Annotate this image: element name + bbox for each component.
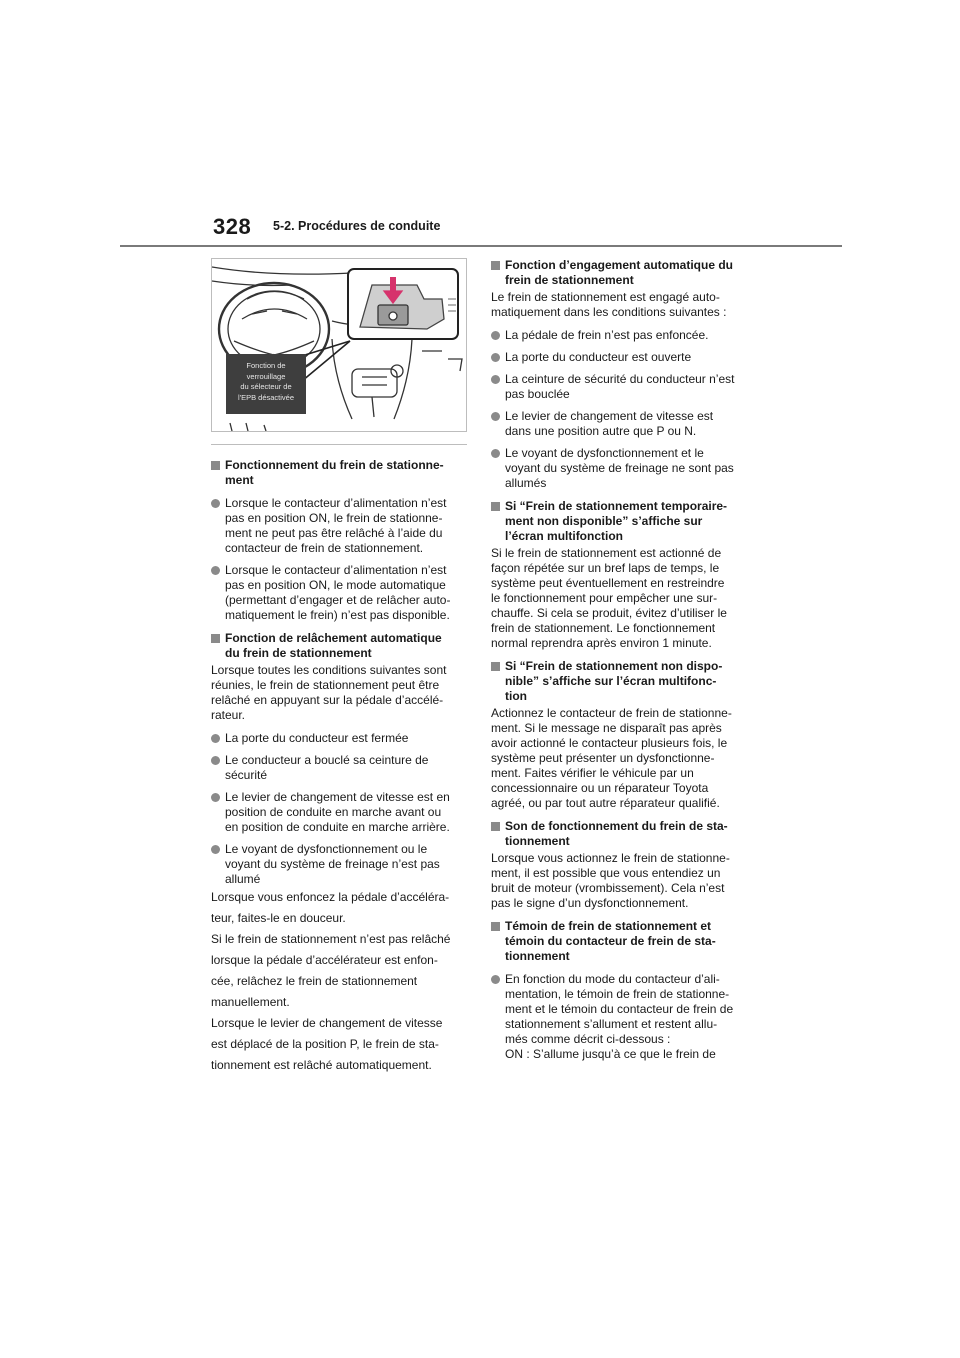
figure-divider <box>211 444 467 445</box>
heading-operation-sound: Son de fonctionnement du frein de sta- tionnement <box>491 819 747 849</box>
heading-temporarily-unavailable: Si “Frein de stationnement temporaire- ment non disponible” s’affiche sur l’écran multifonction <box>491 499 747 544</box>
bullet-item: Lorsque le contacteur d’alimentation n’est pas en position ON, le frein de stationne- ment ne peut pas être relâché à l’aide du contacteur de frein de stationnement. <box>211 496 467 556</box>
paragraph: Lorsque le levier de changement de vitesse est déplacé de la position P, le frein de sta- tionnement est relâché automatiquement. <box>211 1016 443 1072</box>
paragraph: Si le frein de stationnement n’est pas relâché lorsque la pédale d’accélérateur est enfon- cée, relâchez le frein de stationnement manuellement. <box>211 932 451 1009</box>
left-column <box>211 258 467 1076</box>
heading-auto-engage: Fonction d’engagement automatique du frein de stationnement <box>491 258 747 288</box>
bullet-item: La ceinture de sécurité du conducteur n’est pas bouclée <box>491 372 747 402</box>
paragraph: Actionnez le contacteur de frein de stationne- ment. Si le message ne disparaît pas après avoir actionné le contacteur plusieurs fois, le système peut présenter un dysfonctionne- ment. Faites vérifier le véhicule par un concessionnaire ou un réparateur Toyota agréé, ou par tout autre réparateur qualifié. <box>491 706 732 810</box>
bullet-item: Le levier de changement de vitesse est en position de conduite en marche avant ou en position de conduite en marche arrière. <box>211 790 467 835</box>
heading-unavailable: Si “Frein de stationnement non dispo- nible” s’affiche sur l’écran multifonc- tion <box>491 659 747 704</box>
bullet-item: La porte du conducteur est ouverte <box>491 350 747 365</box>
bullet-item: En fonction du mode du contacteur d’ali- mentation, le témoin de frein de stationne- ment et le témoin du contacteur de frein de stationnement s’allument et restent allu- més comme décrit ci-dessous : ON : S’allume jusqu’à ce que le frein de <box>491 972 747 1062</box>
bullet-item: Le conducteur a bouclé sa ceinture de sécurité <box>211 753 467 783</box>
paragraph: Le frein de stationnement est engagé auto- matiquement dans les conditions suivantes : <box>491 290 727 319</box>
bullet-item: La pédale de frein n’est pas enfoncée. <box>491 328 747 343</box>
bullet-item: La porte du conducteur est fermée <box>211 731 467 746</box>
header-rule <box>120 245 842 247</box>
paragraph: Lorsque toutes les conditions suivantes sont réunies, le frein de stationnement peut être relâché en appuyant sur la pédale d’accélé- rateur. <box>211 663 447 722</box>
paragraph: Lorsque vous actionnez le frein de stationne- ment, il est possible que vous entendiez un bruit de moteur (vrombissement). Cela n’est pas le signe d’un dysfonctionnement. <box>491 851 730 910</box>
right-column <box>491 258 747 1069</box>
bullet-item: Le levier de changement de vitesse est dans une position autre que P ou N. <box>491 409 747 439</box>
heading-auto-release: Fonction de relâchement automatique du frein de stationnement <box>211 631 467 661</box>
epb-callout-label: Fonction de verrouillage du sélecteur de l'EPB désactivée <box>226 354 306 414</box>
paragraph: Lorsque vous enfoncez la pédale d’accéléra- teur, faites-le en douceur. <box>211 890 450 925</box>
heading-parking-brake-operation: Fonctionnement du frein de stationne- ment <box>211 458 467 488</box>
bullet-item: Le voyant de dysfonctionnement ou le voyant du système de freinage n’est pas allumé <box>211 842 467 887</box>
heading-indicator-lights: Témoin de frein de stationnement et témoin du contacteur de frein de sta- tionnement <box>491 919 747 964</box>
paragraph: Si le frein de stationnement est actionné de façon répétée sur un bref laps de temps, le système peut éventuellement en restreindre le fonctionnement pour empêcher une sur- chauffe. Si cela se produit, évitez d’utiliser le frein de stationnement. Le fonctionnement normal reprendra après environ 1 minute. <box>491 546 727 650</box>
section-title: 5-2. Procédures de conduite <box>273 219 441 233</box>
bullet-item: Le voyant de dysfonctionnement et le voyant du système de freinage ne sont pas allumés <box>491 446 747 491</box>
bullet-item: Lorsque le contacteur d’alimentation n’est pas en position ON, le mode automatique (permettant d’engager et de relâcher auto- matiquement le frein) n’est pas disponible. <box>211 563 467 623</box>
page-number: 328 <box>213 214 252 239</box>
dashboard-illustration <box>211 258 467 432</box>
